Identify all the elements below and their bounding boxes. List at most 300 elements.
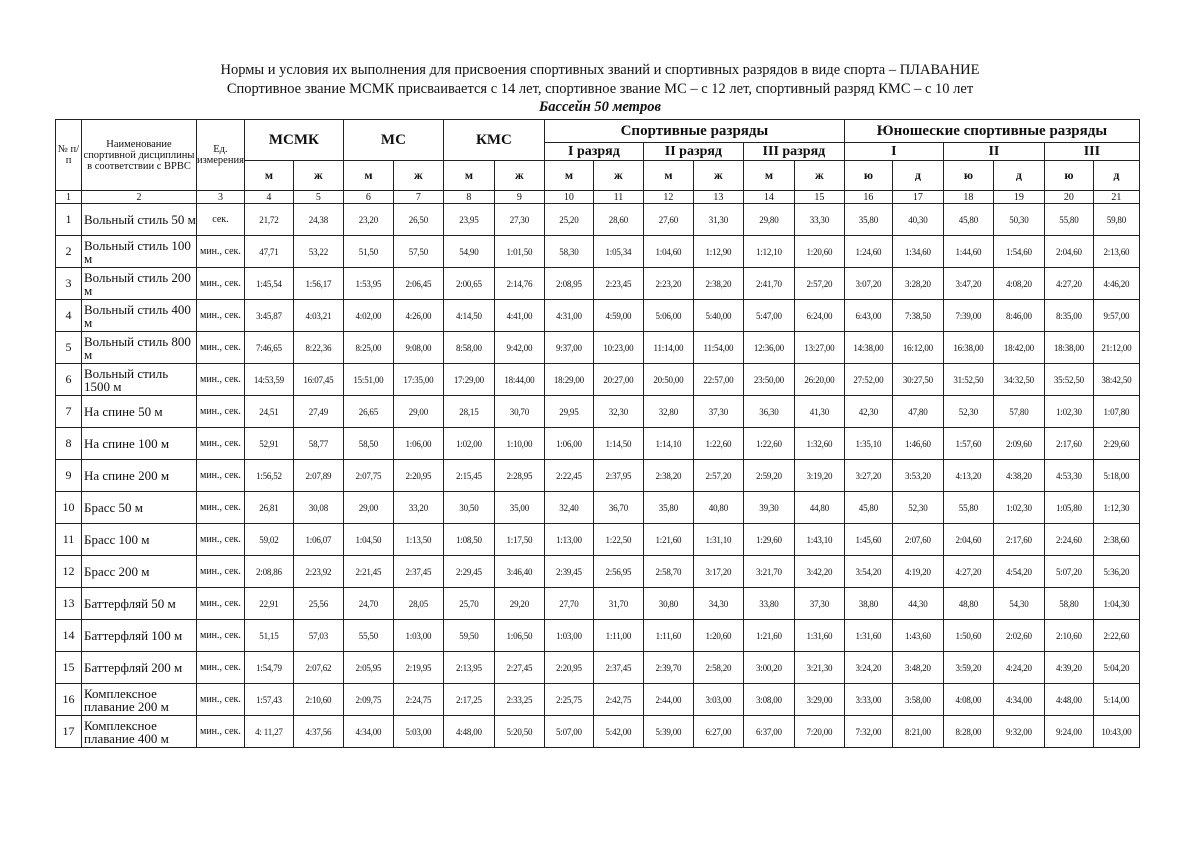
row-number: 17 — [56, 716, 82, 748]
norm-value: 36,70 — [593, 492, 643, 524]
header-sex: ю — [844, 161, 892, 191]
unit-cell: мин., сек. — [197, 300, 245, 332]
norm-value: 8:35,00 — [1044, 300, 1093, 332]
norm-value: 35,00 — [494, 492, 544, 524]
norm-value: 7:32,00 — [844, 716, 892, 748]
norm-value: 2:41,70 — [743, 268, 794, 300]
norm-value: 8:25,00 — [343, 332, 393, 364]
norm-value: 2:59,20 — [743, 460, 794, 492]
column-number: 17 — [892, 191, 943, 204]
norm-value: 4:41,00 — [494, 300, 544, 332]
column-number: 8 — [443, 191, 494, 204]
norm-value: 2:08,95 — [544, 268, 593, 300]
header-youth-2: II — [943, 143, 1044, 161]
norm-value: 8:21,00 — [892, 716, 943, 748]
norm-value: 8:46,00 — [993, 300, 1044, 332]
norm-value: 1:57,43 — [244, 684, 293, 716]
norm-value: 23,20 — [343, 204, 393, 236]
table-row — [56, 300, 1140, 332]
norm-value: 8:58,00 — [443, 332, 494, 364]
norm-value: 59,80 — [1093, 204, 1139, 236]
column-number: 7 — [393, 191, 443, 204]
norm-value: 5:40,00 — [693, 300, 743, 332]
table-row — [56, 268, 1140, 300]
discipline-name: Комплексное плавание 400 м — [82, 716, 197, 748]
column-number: 14 — [743, 191, 794, 204]
norm-value: 4:37,56 — [293, 716, 343, 748]
norm-value: 28,60 — [593, 204, 643, 236]
norm-value: 2:15,45 — [443, 460, 494, 492]
norm-value: 59,02 — [244, 524, 293, 556]
norm-value: 36,30 — [743, 396, 794, 428]
norm-value: 4: 11,27 — [244, 716, 293, 748]
column-number: 13 — [693, 191, 743, 204]
norm-value: 1:02,30 — [1044, 396, 1093, 428]
discipline-name: Вольный стиль 800 м — [82, 332, 197, 364]
norm-value: 2:58,20 — [693, 652, 743, 684]
norm-value: 4:39,20 — [1044, 652, 1093, 684]
norm-value: 32,40 — [544, 492, 593, 524]
unit-cell: мин., сек. — [197, 620, 245, 652]
column-number: 3 — [197, 191, 245, 204]
norm-value: 48,80 — [943, 588, 993, 620]
norm-value: 22:57,00 — [693, 364, 743, 396]
norm-value: 3:48,20 — [892, 652, 943, 684]
header-sex: ж — [494, 161, 544, 191]
discipline-name: Баттерфляй 50 м — [82, 588, 197, 620]
table-row — [56, 204, 1140, 236]
norm-value: 31,30 — [693, 204, 743, 236]
norm-value: 1:06,07 — [293, 524, 343, 556]
norm-value: 52,30 — [892, 492, 943, 524]
norm-value: 2:23,92 — [293, 556, 343, 588]
norm-value: 2:13,60 — [1093, 236, 1139, 268]
row-number: 7 — [56, 396, 82, 428]
norm-value: 22,91 — [244, 588, 293, 620]
header-sex: ж — [794, 161, 844, 191]
header-sport-ranks: Спортивные разряды — [544, 120, 844, 143]
norm-value: 40,30 — [892, 204, 943, 236]
norm-value: 35,80 — [844, 204, 892, 236]
norm-value: 4:02,00 — [343, 300, 393, 332]
norm-value: 5:18,00 — [1093, 460, 1139, 492]
norm-value: 4:26,00 — [393, 300, 443, 332]
norm-value: 58,77 — [293, 428, 343, 460]
table-row — [56, 556, 1140, 588]
norm-value: 1:54,79 — [244, 652, 293, 684]
norm-value: 2:07,75 — [343, 460, 393, 492]
norm-value: 34,30 — [693, 588, 743, 620]
norm-value: 7:20,00 — [794, 716, 844, 748]
unit-cell: мин., сек. — [197, 716, 245, 748]
norm-value: 6:37,00 — [743, 716, 794, 748]
norm-value: 1:53,95 — [343, 268, 393, 300]
norm-value: 2:19,95 — [393, 652, 443, 684]
norm-value: 4:59,00 — [593, 300, 643, 332]
norm-value: 4:08,00 — [943, 684, 993, 716]
norm-value: 9:32,00 — [993, 716, 1044, 748]
norm-value: 2:13,95 — [443, 652, 494, 684]
norm-value: 4:54,20 — [993, 556, 1044, 588]
norm-value: 54,90 — [443, 236, 494, 268]
column-number: 2 — [82, 191, 197, 204]
norm-value: 1:22,50 — [593, 524, 643, 556]
norm-value: 4:13,20 — [943, 460, 993, 492]
norm-value: 33,20 — [393, 492, 443, 524]
norm-value: 1:20,60 — [794, 236, 844, 268]
table-row — [56, 716, 1140, 748]
norm-value: 12:36,00 — [743, 332, 794, 364]
header-sex: м — [343, 161, 393, 191]
table-row — [56, 524, 1140, 556]
norm-value: 28,15 — [443, 396, 494, 428]
norm-value: 1:29,60 — [743, 524, 794, 556]
norm-value: 3:53,20 — [892, 460, 943, 492]
norm-value: 26,81 — [244, 492, 293, 524]
norm-value: 1:45,60 — [844, 524, 892, 556]
norm-value: 27,30 — [494, 204, 544, 236]
norm-value: 4:34,00 — [343, 716, 393, 748]
header-sex: д — [993, 161, 1044, 191]
norm-value: 1:22,60 — [693, 428, 743, 460]
norm-value: 1:20,60 — [693, 620, 743, 652]
header-sex: м — [544, 161, 593, 191]
row-number: 6 — [56, 364, 82, 396]
norm-value: 35:52,50 — [1044, 364, 1093, 396]
discipline-name: Брасс 200 м — [82, 556, 197, 588]
discipline-name: Брасс 50 м — [82, 492, 197, 524]
unit-cell: мин., сек. — [197, 556, 245, 588]
unit-cell: мин., сек. — [197, 236, 245, 268]
norm-value: 2:24,60 — [1044, 524, 1093, 556]
norm-value: 40,80 — [693, 492, 743, 524]
discipline-name: На спине 200 м — [82, 460, 197, 492]
norm-value: 2:37,45 — [393, 556, 443, 588]
norm-value: 1:21,60 — [743, 620, 794, 652]
unit-cell: мин., сек. — [197, 332, 245, 364]
norm-value: 2:21,45 — [343, 556, 393, 588]
header-rank-2: II разряд — [643, 143, 743, 161]
norm-value: 31:52,50 — [943, 364, 993, 396]
norm-value: 8:28,00 — [943, 716, 993, 748]
norm-value: 26,65 — [343, 396, 393, 428]
norm-value: 2:17,60 — [993, 524, 1044, 556]
norm-value: 57,80 — [993, 396, 1044, 428]
norm-value: 2:42,75 — [593, 684, 643, 716]
norm-value: 29,00 — [343, 492, 393, 524]
header-youth-ranks: Юношеские спортивные разряды — [844, 120, 1139, 143]
norm-value: 29,95 — [544, 396, 593, 428]
norm-value: 52,91 — [244, 428, 293, 460]
swimming-norms-table — [55, 119, 1140, 748]
header-sex: ж — [693, 161, 743, 191]
norm-value: 55,50 — [343, 620, 393, 652]
norm-value: 18:44,00 — [494, 364, 544, 396]
norm-value: 29,00 — [393, 396, 443, 428]
norm-value: 18:29,00 — [544, 364, 593, 396]
row-number: 9 — [56, 460, 82, 492]
norm-value: 7:46,65 — [244, 332, 293, 364]
norm-value: 5:20,50 — [494, 716, 544, 748]
row-number: 13 — [56, 588, 82, 620]
column-number: 5 — [293, 191, 343, 204]
norm-value: 1:02,00 — [443, 428, 494, 460]
norm-value: 45,80 — [943, 204, 993, 236]
column-number: 19 — [993, 191, 1044, 204]
norm-value: 1:04,60 — [643, 236, 693, 268]
norm-value: 1:06,00 — [393, 428, 443, 460]
norm-value: 24,70 — [343, 588, 393, 620]
row-number: 11 — [56, 524, 82, 556]
norm-value: 41,30 — [794, 396, 844, 428]
norm-value: 2:57,20 — [693, 460, 743, 492]
norm-value: 39,30 — [743, 492, 794, 524]
norm-value: 3:08,00 — [743, 684, 794, 716]
norm-value: 1:13,00 — [544, 524, 593, 556]
norm-value: 1:22,60 — [743, 428, 794, 460]
norm-value: 18:38,00 — [1044, 332, 1093, 364]
norm-value: 2:29,60 — [1093, 428, 1139, 460]
norm-value: 4:19,20 — [892, 556, 943, 588]
norm-value: 4:38,20 — [993, 460, 1044, 492]
norm-value: 44,30 — [892, 588, 943, 620]
discipline-name: Комплексное плавание 200 м — [82, 684, 197, 716]
norm-value: 2:07,62 — [293, 652, 343, 684]
norm-value: 2:22,60 — [1093, 620, 1139, 652]
norm-value: 4:14,50 — [443, 300, 494, 332]
table-row — [56, 492, 1140, 524]
norm-value: 2:25,75 — [544, 684, 593, 716]
norm-value: 1:06,00 — [544, 428, 593, 460]
header-sex: м — [643, 161, 693, 191]
norm-value: 1:04,50 — [343, 524, 393, 556]
norm-value: 2:04,60 — [943, 524, 993, 556]
norm-value: 1:05,80 — [1044, 492, 1093, 524]
norm-value: 2:06,45 — [393, 268, 443, 300]
column-number: 10 — [544, 191, 593, 204]
norm-value: 3:19,20 — [794, 460, 844, 492]
norm-value: 23,95 — [443, 204, 494, 236]
norm-value: 5:36,20 — [1093, 556, 1139, 588]
header-sex: м — [244, 161, 293, 191]
header-discipline: Наименование спортивной дисциплины в соответствии с ВРВС — [82, 120, 197, 191]
norm-value: 16:12,00 — [892, 332, 943, 364]
norm-value: 3:00,20 — [743, 652, 794, 684]
norm-value: 32,30 — [593, 396, 643, 428]
norm-value: 2:37,45 — [593, 652, 643, 684]
norm-value: 1:46,60 — [892, 428, 943, 460]
norm-value: 1:11,60 — [643, 620, 693, 652]
norm-value: 1:54,60 — [993, 236, 1044, 268]
norm-value: 1:03,00 — [544, 620, 593, 652]
discipline-name: Брасс 100 м — [82, 524, 197, 556]
header-rank-1: I разряд — [544, 143, 643, 161]
norm-value: 1:10,00 — [494, 428, 544, 460]
norm-value: 7:38,50 — [892, 300, 943, 332]
norm-value: 2:23,20 — [643, 268, 693, 300]
header-ms: МС — [343, 120, 443, 161]
norm-value: 1:44,60 — [943, 236, 993, 268]
norm-value: 5:47,00 — [743, 300, 794, 332]
norm-value: 2:05,95 — [343, 652, 393, 684]
document-subtitle: Бассейн 50 метров — [539, 99, 661, 115]
norm-value: 1:04,30 — [1093, 588, 1139, 620]
norm-value: 4:48,00 — [443, 716, 494, 748]
row-number: 15 — [56, 652, 82, 684]
row-number: 1 — [56, 204, 82, 236]
table-row — [56, 332, 1140, 364]
header-youth-1: I — [844, 143, 943, 161]
norm-value: 30,80 — [643, 588, 693, 620]
norm-value: 50,30 — [993, 204, 1044, 236]
norm-value: 2:38,20 — [643, 460, 693, 492]
norm-value: 1:31,60 — [844, 620, 892, 652]
header-sex: м — [743, 161, 794, 191]
norm-value: 2:29,45 — [443, 556, 494, 588]
norm-value: 2:22,45 — [544, 460, 593, 492]
norm-value: 1:12,30 — [1093, 492, 1139, 524]
norm-value: 2:56,95 — [593, 556, 643, 588]
table-row — [56, 620, 1140, 652]
unit-cell: мин., сек. — [197, 492, 245, 524]
unit-cell: сек. — [197, 204, 245, 236]
norm-value: 28,05 — [393, 588, 443, 620]
row-number: 8 — [56, 428, 82, 460]
norm-value: 52,30 — [943, 396, 993, 428]
column-number: 6 — [343, 191, 393, 204]
norm-value: 1:45,54 — [244, 268, 293, 300]
header-sex: ю — [1044, 161, 1093, 191]
unit-cell: мин., сек. — [197, 428, 245, 460]
norm-value: 2:24,75 — [393, 684, 443, 716]
norm-value: 1:43,60 — [892, 620, 943, 652]
norm-value: 25,56 — [293, 588, 343, 620]
norm-value: 31,70 — [593, 588, 643, 620]
discipline-name: Вольный стиль 50 м — [82, 204, 197, 236]
header-sex: ж — [393, 161, 443, 191]
norm-value: 15:51,00 — [343, 364, 393, 396]
column-number-row — [56, 191, 1140, 204]
header-sex: ж — [593, 161, 643, 191]
norm-value: 4:27,20 — [943, 556, 993, 588]
norm-value: 5:03,00 — [393, 716, 443, 748]
norm-value: 3:24,20 — [844, 652, 892, 684]
norm-value: 34:32,50 — [993, 364, 1044, 396]
norm-value: 2:07,89 — [293, 460, 343, 492]
norm-value: 30,70 — [494, 396, 544, 428]
norm-value: 23:50,00 — [743, 364, 794, 396]
norm-value: 2:44,00 — [643, 684, 693, 716]
norm-value: 38:42,50 — [1093, 364, 1139, 396]
column-number: 18 — [943, 191, 993, 204]
unit-cell: мин., сек. — [197, 684, 245, 716]
norm-value: 27,60 — [643, 204, 693, 236]
norm-value: 1:13,50 — [393, 524, 443, 556]
unit-cell: мин., сек. — [197, 268, 245, 300]
norm-value: 9:42,00 — [494, 332, 544, 364]
norm-value: 33,30 — [794, 204, 844, 236]
unit-cell: мин., сек. — [197, 396, 245, 428]
column-number: 1 — [56, 191, 82, 204]
norm-value: 2:28,95 — [494, 460, 544, 492]
norm-value: 3:21,70 — [743, 556, 794, 588]
header-sex: м — [443, 161, 494, 191]
norm-value: 3:27,20 — [844, 460, 892, 492]
norm-value: 5:04,20 — [1093, 652, 1139, 684]
norm-value: 4:34,00 — [993, 684, 1044, 716]
norm-value: 1:57,60 — [943, 428, 993, 460]
norm-value: 2:57,20 — [794, 268, 844, 300]
norm-value: 3:46,40 — [494, 556, 544, 588]
norm-value: 53,22 — [293, 236, 343, 268]
norm-value: 1:21,60 — [643, 524, 693, 556]
norm-value: 55,80 — [943, 492, 993, 524]
norm-value: 2:20,95 — [393, 460, 443, 492]
norm-value: 55,80 — [1044, 204, 1093, 236]
norm-value: 6:24,00 — [794, 300, 844, 332]
table-row — [56, 236, 1140, 268]
table-row — [56, 364, 1140, 396]
discipline-name: Вольный стиль 1500 м — [82, 364, 197, 396]
norm-value: 1:56,52 — [244, 460, 293, 492]
discipline-name: Вольный стиль 100 м — [82, 236, 197, 268]
header-sex: д — [892, 161, 943, 191]
table-row — [56, 460, 1140, 492]
norm-value: 4:08,20 — [993, 268, 1044, 300]
norm-value: 11:54,00 — [693, 332, 743, 364]
norm-value: 2:39,45 — [544, 556, 593, 588]
norm-value: 10:23,00 — [593, 332, 643, 364]
norm-value: 51,50 — [343, 236, 393, 268]
norm-value: 18:42,00 — [993, 332, 1044, 364]
norm-value: 4:48,00 — [1044, 684, 1093, 716]
norm-value: 58,80 — [1044, 588, 1093, 620]
norm-value: 2:37,95 — [593, 460, 643, 492]
norm-value: 29,20 — [494, 588, 544, 620]
discipline-name: На спине 50 м — [82, 396, 197, 428]
norm-value: 9:57,00 — [1093, 300, 1139, 332]
norm-value: 13:27,00 — [794, 332, 844, 364]
norm-value: 42,30 — [844, 396, 892, 428]
norm-value: 4:46,20 — [1093, 268, 1139, 300]
norm-value: 47,71 — [244, 236, 293, 268]
row-number: 12 — [56, 556, 82, 588]
norm-value: 1:02,30 — [993, 492, 1044, 524]
norm-value: 57,50 — [393, 236, 443, 268]
column-number: 16 — [844, 191, 892, 204]
norm-value: 4:53,30 — [1044, 460, 1093, 492]
norm-value: 5:14,00 — [1093, 684, 1139, 716]
norm-value: 2:14,76 — [494, 268, 544, 300]
norm-value: 1:17,50 — [494, 524, 544, 556]
norm-value: 1:50,60 — [943, 620, 993, 652]
norm-value: 2:17,60 — [1044, 428, 1093, 460]
norm-value: 2:00,65 — [443, 268, 494, 300]
norm-value: 24,51 — [244, 396, 293, 428]
norm-value: 1:12,90 — [693, 236, 743, 268]
norm-value: 2:23,45 — [593, 268, 643, 300]
norm-value: 30,08 — [293, 492, 343, 524]
norm-value: 25,20 — [544, 204, 593, 236]
norm-value: 4:31,00 — [544, 300, 593, 332]
norm-value: 26:20,00 — [794, 364, 844, 396]
norm-value: 1:34,60 — [892, 236, 943, 268]
norm-value: 3:29,00 — [794, 684, 844, 716]
norm-value: 30,50 — [443, 492, 494, 524]
norm-value: 2:38,20 — [693, 268, 743, 300]
norm-value: 32,80 — [643, 396, 693, 428]
norm-value: 4:24,20 — [993, 652, 1044, 684]
